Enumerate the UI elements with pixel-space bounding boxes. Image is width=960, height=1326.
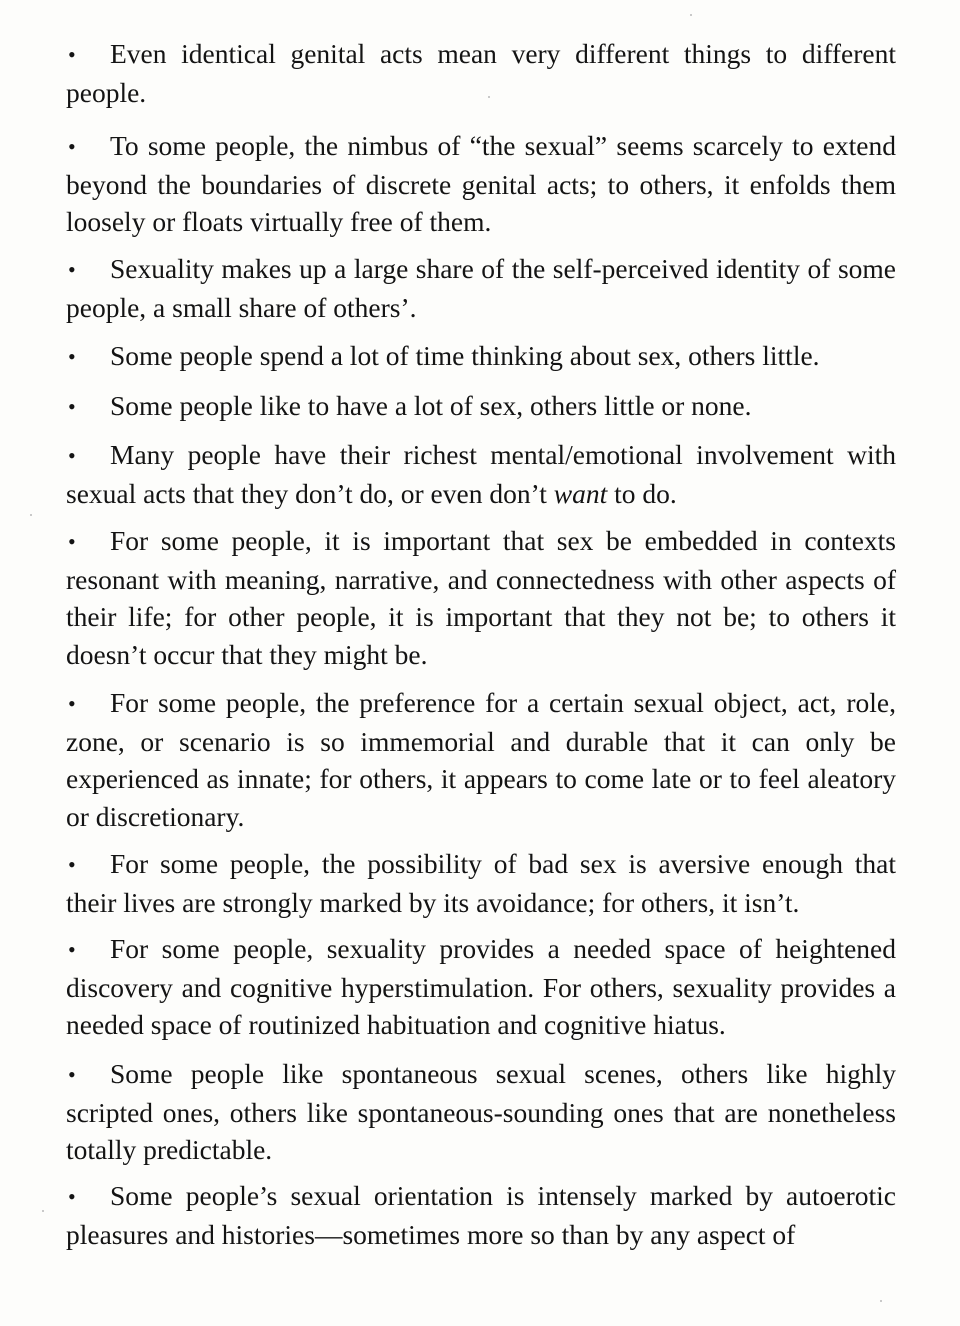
emphasized-word: want	[553, 477, 608, 509]
bullet-marker: •	[68, 42, 76, 67]
bullet-marker: •	[68, 852, 76, 877]
bullet-marker: •	[68, 691, 76, 716]
bullet-marker: •	[68, 134, 76, 159]
list-item	[66, 684, 896, 835]
list-item-text: Some people like spontaneous sexual scenes, others like highly scripted ones, others like spontaneous-sounding ones that are nonetheless totally predictable.	[66, 1058, 896, 1165]
list-item-text: For some people, it is important that sex be embedded in contexts resonant with meaning, narrative, and connectedness with other aspects of their life; for other people, it is important that they not be; to others it doesn’t occur that they might be.	[66, 525, 896, 670]
list-item-text: To some people, the nimbus of “the sexual” seems scarcely to extend beyond the boundaries of discrete genital acts; to others, it enfolds them loosely or floats virtually free of them.	[66, 130, 896, 237]
list-item-text: Some people spend a lot of time thinking about sex, others little.	[110, 340, 820, 371]
list-item-text-end: to do.	[607, 477, 677, 509]
list-item-text: Some people’s sexual orientation is intensely marked by autoerotic pleasures and histories—sometimes more so than by any aspect of	[66, 1180, 896, 1250]
list-item-text: For some people, the possibility of bad sex is aversive enough that their lives are strongly marked by its avoidance; for others, it isn’t.	[66, 848, 896, 918]
list-item-text: Many people have their richest mental/emotional involvement with sexual acts that they don’t do, or even don’t	[66, 439, 896, 509]
list-item	[66, 522, 896, 673]
bullet-marker: •	[68, 443, 76, 468]
list-item	[66, 1177, 896, 1253]
list-item	[66, 35, 896, 111]
list-item	[66, 387, 896, 426]
list-item-text: For some people, the preference for a certain sexual object, act, role, zone, or scenario is so immemorial and durable that it can only be experienced as innate; for others, it appears to come late or to feel aleatory or discretionary.	[66, 687, 896, 832]
list-item-text: For some people, sexuality provides a needed space of heightened discovery and cognitive hyperstimulation. For others, sexuality provides a needed space of routinized habituation and cognitive hiatus.	[66, 933, 896, 1040]
bullet-marker: •	[68, 394, 76, 419]
scan-speck	[30, 514, 32, 516]
bullet-marker: •	[68, 344, 76, 369]
list-item	[66, 930, 896, 1044]
bullet-marker: •	[68, 529, 76, 554]
list-item	[66, 250, 896, 326]
list-item-text: Even identical genital acts mean very different things to different people.	[66, 38, 896, 108]
list-item	[66, 436, 896, 512]
list-item	[66, 1055, 896, 1169]
list-item	[66, 127, 896, 241]
scan-speck	[42, 1210, 44, 1212]
bullet-marker: •	[68, 1062, 76, 1087]
bullet-marker: •	[68, 257, 76, 282]
bullet-marker: •	[68, 1184, 76, 1209]
scan-speck	[880, 1300, 882, 1302]
scan-speck	[488, 96, 490, 98]
list-item	[66, 845, 896, 921]
list-item-text: Some people like to have a lot of sex, others little or none.	[110, 390, 752, 421]
list-item	[66, 337, 896, 376]
list-item-text: Sexuality makes up a large share of the self-perceived identity of some people, a small share of others’.	[66, 253, 896, 323]
scan-speck	[690, 14, 692, 16]
bullet-marker: •	[68, 937, 76, 962]
